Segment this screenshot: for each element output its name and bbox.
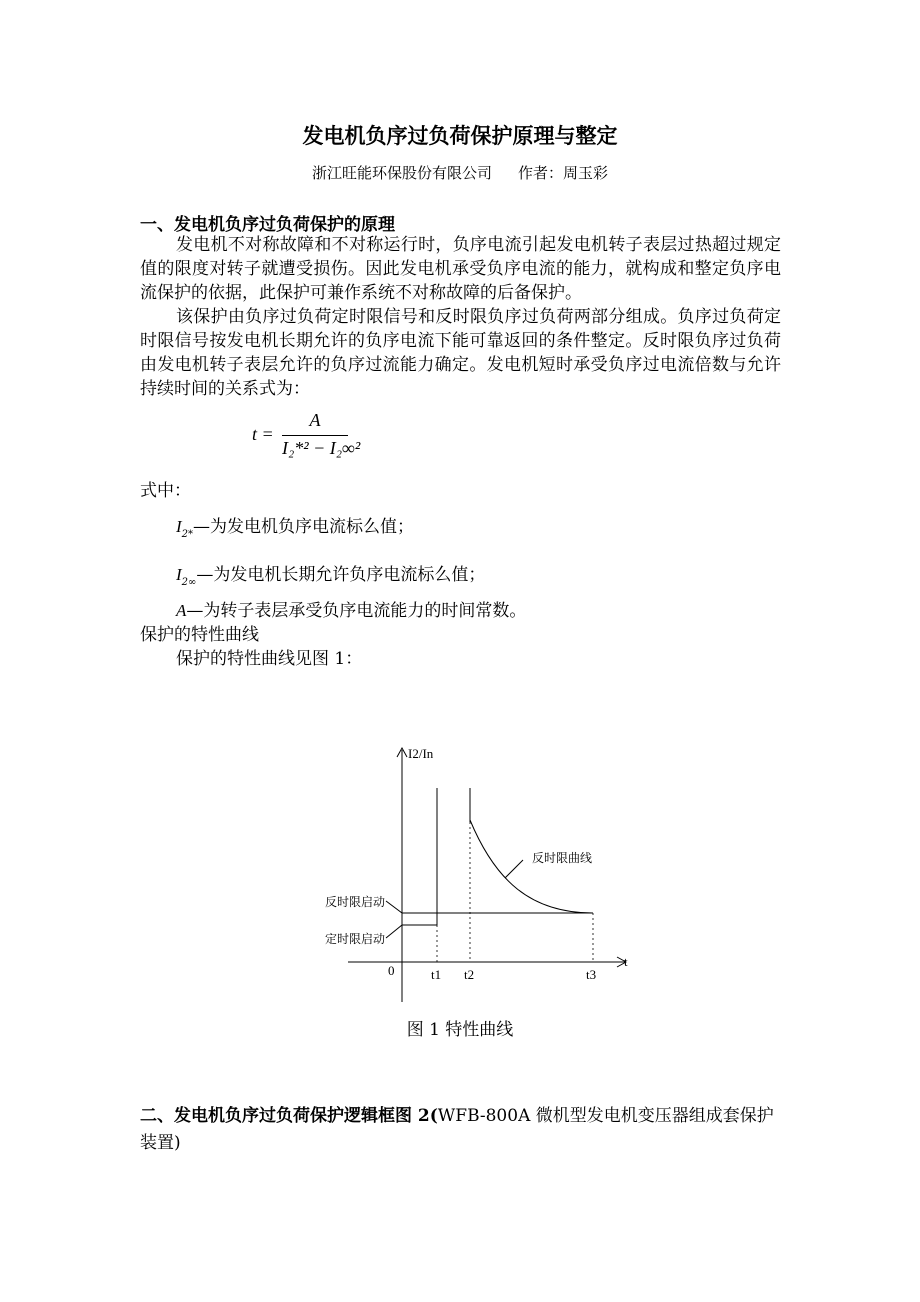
formula-numerator: A — [309, 410, 321, 430]
leader-curve — [505, 860, 523, 878]
formula-denominator: I₂*² − I₂∞² — [282, 438, 361, 458]
inverse-time-curve — [470, 820, 593, 913]
page-title: 发电机负序过负荷保护原理与整定 — [302, 123, 618, 148]
label-definite-start: 定时限启动 — [324, 932, 385, 946]
section2-heading-normal: WFB-800A 微机型发电机变压器组成套保护装置) — [140, 1106, 774, 1153]
author: 作者：周玉彩 — [518, 164, 609, 182]
definite-time-line — [402, 788, 437, 925]
curve-heading: 保护的特性曲线 — [140, 625, 259, 645]
section1-paragraph-2: 该保护由负序过负荷定时限信号和反时限负序过负荷两部分组成。负序过负荷定时限信号按发电机长期允许的负序电流下能可靠返回的条件整定。反时限负序过负荷由发电机转子表层允许的负序过流能力确定。发电机短时承受负序过电流倍数与允许持续时间的关系式为： — [140, 307, 781, 399]
figure-caption: 图 1 特性曲线 — [406, 1020, 514, 1040]
leader-inverse-start — [386, 901, 402, 913]
label-inverse-start: 反时限启动 — [324, 895, 385, 909]
def-subscript: 2* — [181, 529, 194, 540]
origin-label: 0 — [388, 963, 395, 978]
section1-heading: 一、发电机负序过负荷保护的原理 — [140, 215, 395, 235]
tick-t1: t1 — [431, 967, 442, 982]
section2-heading-bold: 二、发电机负序过负荷保护逻辑框图 2( — [140, 1106, 438, 1126]
def-text: —为转子表层承受负序电流能力的时间常数。 — [186, 601, 527, 621]
def-symbol: A — [176, 601, 187, 620]
def-symbol: I — [176, 517, 182, 536]
leader-definite-start — [386, 925, 402, 938]
where-label: 式中： — [140, 481, 191, 501]
tick-t3: t3 — [586, 967, 597, 982]
section1-paragraph-1: 发电机不对称故障和不对称运行时，负序电流引起发电机转子表层过热超过规定值的限度对转子就遭受损伤。因此发电机承受负序电流的能力，就构成和整定负序电流保护的依据，此保护可兼作系统不对称故障的后备保护。 — [140, 235, 781, 303]
section2-heading — [140, 1103, 785, 1157]
formula-lhs: t = — [252, 424, 274, 444]
company-name: 浙江旺能环保股份有限公司 — [311, 164, 492, 182]
y-axis-label: I2/In — [408, 746, 434, 761]
def-text: —为发电机长期允许负序电流标么值； — [196, 565, 486, 585]
tick-t2: t2 — [464, 967, 475, 982]
def-symbol: I — [176, 565, 182, 584]
x-axis-label: t — [624, 954, 628, 969]
def-subscript: 2∞ — [181, 577, 197, 588]
def-text: —为发电机负序电流标么值； — [193, 517, 415, 537]
curve-intro: 保护的特性曲线见图 1： — [176, 649, 363, 669]
label-curve: 反时限曲线 — [532, 851, 593, 865]
